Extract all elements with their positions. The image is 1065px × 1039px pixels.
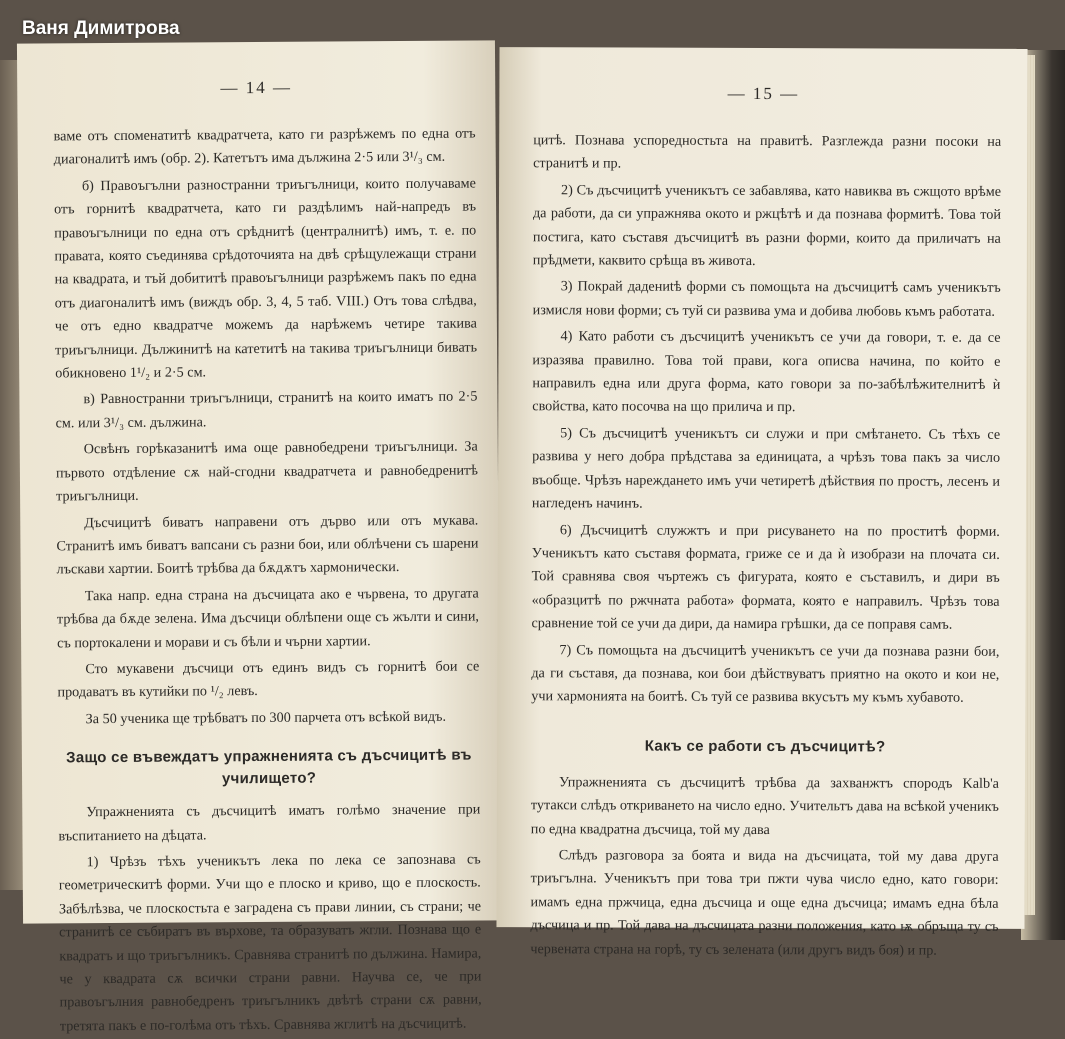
section-heading-right: Какъ се работи съ дъсчицитѣ? — [644, 737, 886, 756]
paragraph: Слѣдъ разговора за боята и вида на дъсчицата, той му дава друга триъгълна. Ученикътъ при това три пжти чува число едно, като говори: имамъ една пржчица, една дъсчица и още една дъсчица; имамъ една бѣла дъсчица и пр. Той дава на дъсчицата разни положения, като ѭ обръща ту съ червената страна на горѣ, ту съ зелената (или другъ видъ боя) и пр. — [530, 847, 999, 959]
paragraph: За 50 ученика ще трѣбватъ по 300 парчета отъ всѣкой видъ. — [85, 708, 447, 727]
paragraph: Освѣнъ горѣказанитѣ има още равнобедрени триъгълници. За първото отдѣление сѫ най-сгодни квадратчета и равнобедренитѣ триъгълници. — [55, 438, 478, 505]
paragraph: Упражненията съ дъсчицитѣ иматъ голѣмо значение при въспитанието на дѣцата. — [58, 801, 481, 844]
paragraph: Сто мукавени дъсчици отъ единъ видъ съ горнитѣ бои се продаватъ въ кутийки по ¹/₂ левъ. — [57, 658, 480, 701]
seller-watermark: Ваня Димитрова — [22, 18, 180, 39]
paragraph: Дъсчицитѣ биватъ направени отъ дърво или отъ мукава. Странитѣ имъ биватъ вапсани съ разни бои, или облѣчени съ шарени лъскави хартии. Боитѣ трѣбва да бѫдѫтъ хармонически. — [56, 511, 479, 578]
right-page-content — [496, 129, 1027, 963]
paragraph: в) Равностранни триъгълници, странитѣ на които иматъ по 2·5 см. или 3¹/₃ см. дължина. — [55, 388, 478, 432]
paragraph: 7) Съ помощьта на дъсчицитѣ ученикътъ се учи да познава разни бои, да ги съставя, да познава, кои бои дѣйствуватъ приятно на окото и кои не, учи хармонията на боитѣ. Съ туй се развива вкусътъ му къмъ хубавото. — [531, 641, 1000, 707]
paragraph: 4) Като работи съ дъсчицитѣ ученикътъ се учи да говори, т. е. да се изразява правилно. Това той прави, кога описва начина, по който е направилъ една или друга форма, като говори за по-забѣлѣжителнитѣ ѝ свойства, като посочва на що прилича и пр. — [532, 328, 1001, 416]
paragraph: 1) Чрѣзъ тѣхъ ученикътъ лека по лека се запознава съ геометрическитѣ форми. Учи що е плоско и криво, що е плоскость. Забѣлѣзва, че плоскостьта е заградена съ прави линии, съ страни; че странитѣ се събиратъ въ върхове, та образуватъ жгли. Познава що е квадратъ и що триъгълникъ. Сравнява странитѣ по дължина. Намира, че у квадрата сѫ всички страни равни. Научва се, че при правоъгълния равнобедренъ триъгълникъ двѣтѣ страни сѫ равни, третята пакъ е по-голѣма отъ тѣхъ. Сравнява жглитѣ на дъсчицитѣ. — [58, 851, 482, 1035]
paragraph: Така напр. една страна на дъсчицата ако е чървена, то другата трѣбва да бѫде зелена. Има дъсчици облѣпени още съ жълти и сини, съ портокалени и морави и съ бѣли и чърни хартии. — [56, 585, 480, 651]
paragraph: б) Правоъгълни разностранни триъгълници, които получаваме отъ горнитѣ квадратчета, като ги раздѣлимъ най-напредъ въ правоъгълници по една отъ срѣднитѣ (централнитѣ) имъ, т. е. по правата, която съединява срѣдоточията на двѣ срѣщулежащи страни на квадрата, и тъй добититѣ правоъгълници разрѣжемъ пакъ по една отъ диагоналитѣ имъ (виждъ обр. 3, 4, 5 таб. VIII.) Отъ това слѣдва, че отъ едно квадратче можемъ да нарѣжемъ четире такива триъгълници. Дължинитѣ на катетитѣ на такива триъгълници бивать обикновено 1¹/₂ и 2·5 см. — [54, 175, 478, 382]
paragraph: цитѣ. Познава успоредностьта на правитѣ. Разглежда разни посоки на странитѣ и пр. — [533, 132, 1002, 172]
section-heading-left: Защо се въвеждатъ упражненията съ дъсчицитѣ въ училището? — [66, 746, 472, 788]
left-page-content — [18, 122, 502, 1039]
page-number-left: — 14 — — [220, 77, 293, 98]
paragraph: 6) Дъсчицитѣ служжтъ и при рисуването на по проститѣ форми. Ученикътъ като съставя формата, гриже се и да ѝ изобрази на плочата си. Той сравнява своя чъртежъ съ фигурата, която е съставилъ, и дири въ «образцитѣ по ржчната работа» формата, която е направилъ. Чрѣзъ това сравнение той се учи да дири, да намира грѣшки, да се поправя самъ. — [531, 521, 1000, 633]
paragraph: Упражненията съ дъсчицитѣ трѣбва да захванжтъ спородъ Kalb'а тутакси слѣдъ откриването на число едно. Учительтъ дава на всѣкой ученикъ по една квадратна дъсчица, той му дава — [530, 774, 999, 838]
paragraph: 5) Съ дъсчицитѣ ученикътъ си служи и при смѣтането. Съ тѣхъ се развива у него добра прѣдстава за единицата, а чрѣзъ това пакъ за число въобще. Чрѣзъ нареждането имъ учи четиретѣ дѣйствия по простъ, лесенъ и нагледенъ начинъ. — [531, 425, 1001, 512]
right-page — [496, 47, 1027, 959]
left-page — [17, 40, 501, 1035]
paragraph: ваме отъ споменатитѣ квадратчета, като ги разрѣжемъ по една отъ диагоналитѣ имъ (обр. 2). Катетътъ има дължина 2·5 или 3¹/₃ см. — [53, 125, 476, 168]
paragraph: 2) Съ дъсчицитѣ ученикътъ се забавлява, като навиква въ сжщото врѣме да работи, да си упражнява окото и ржцѣтѣ и да познава формитѣ. Това той постига, като съставя дъсчицитѣ въ разни форми, които да приличатъ на прѣдмети, каквито срѣща въ живота. — [532, 182, 1002, 270]
page-number-right: — 15 — — [727, 83, 800, 104]
paragraph: 3) Покрай дадениtѣ форми съ помощьта на дъсчицитѣ самъ ученикътъ измисля нови форми; съ туй си развива ума и добива любовь къмъ работата. — [532, 278, 1001, 320]
